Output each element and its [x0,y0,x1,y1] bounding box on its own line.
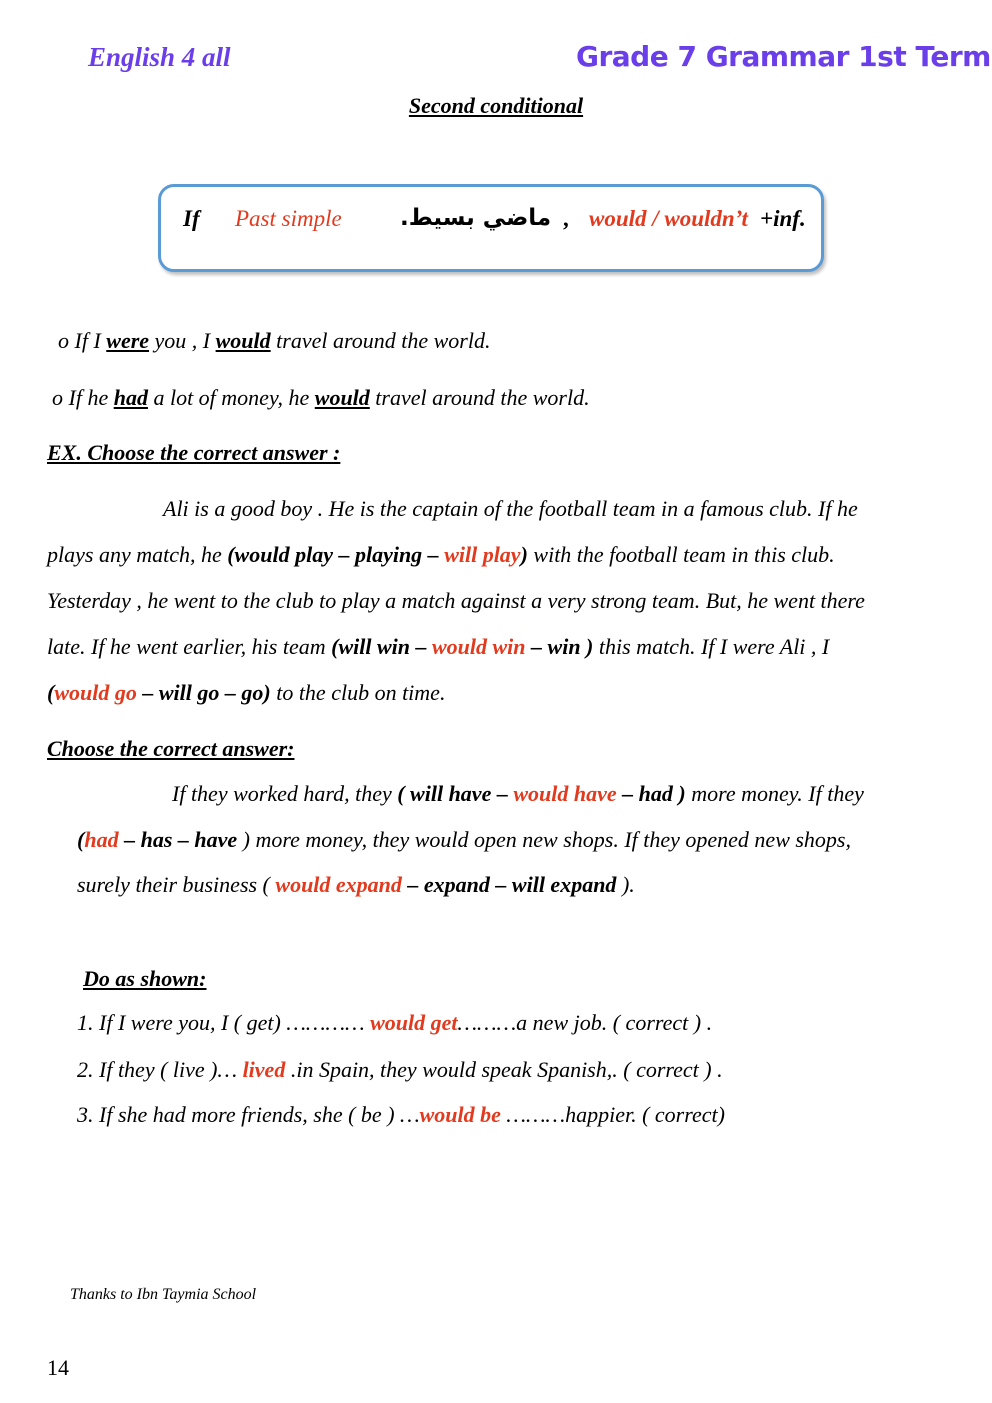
answer: would get [370,1010,458,1035]
exercise-1-line-4: late. If he went earlier, his team (will win – would win – win ) this match. If I were Ali , I [47,634,830,659]
keyword: would [215,328,271,353]
page-number: 14 [47,1355,69,1380]
example-1: o If I were you , I would travel around the world. [58,328,491,353]
exercise-3-heading: Do as shown: [83,966,207,991]
formula-arabic: ماضي بسيط. [400,205,552,231]
answer: would be [419,1102,501,1127]
header-left-title: English 4 all [88,42,231,72]
exercise-1-line-5: (would go – will go – go) to the club on time. [47,680,446,705]
answer: would expand [275,872,402,897]
keyword: would [314,385,370,410]
exercise-2-line-1: If they worked hard, they ( will have – would have – had ) more money. If they [172,781,864,806]
exercise-2-line-2: (had – has – have ) more money, they would open new shops. If they opened new shops, [77,827,851,852]
example-2: o If he had a lot of money, he would travel around the world. [52,385,590,410]
formula-inf: +inf. [760,206,806,231]
exercise-2-heading: Choose the correct answer: [47,736,295,761]
exercise-1-line-2: plays any match, he (would play – playing – will play) with the football team in this club. [47,542,835,567]
formula-would: would / wouldn’t [589,206,748,231]
keyword: were [106,328,150,353]
footer-thanks: Thanks to Ibn Taymia School [70,1286,257,1303]
answer: will play [444,542,521,567]
page-title: Second conditional [408,93,584,118]
formula-if: If [183,206,200,231]
exercise-3-item-1: 1. If I were you, I ( get) ………… would get………a new job. ( correct ) . [77,1010,713,1035]
exercise-3-item-2: 2. If they ( live )… lived .in Spain, they would speak Spanish,. ( correct ) . [77,1057,723,1082]
answer: would win [431,634,526,659]
exercise-1-line-3: Yesterday , he went to the club to play a match against a very strong team. But, he went there [47,588,865,613]
exercise-3-item-3: 3. If she had more friends, she ( be ) …would be ………happier. ( correct) [77,1102,725,1127]
exercise-2-line-3: surely their business ( would expand – expand – will expand ). [77,872,635,897]
answer: would go [54,680,137,705]
formula-past-simple: Past simple [235,206,342,231]
answer: would have [513,781,617,806]
formula-comma: , [563,206,569,231]
exercise-1-heading: EX. Choose the correct answer : [47,440,341,465]
keyword: had [113,385,148,410]
header-right-title: Grade 7 Grammar 1st Term [576,40,991,73]
answer: lived [242,1057,286,1082]
answer: had [84,827,119,852]
exercise-1-line-1: Ali is a good boy . He is the captain of the football team in a famous club. If he [163,496,858,521]
